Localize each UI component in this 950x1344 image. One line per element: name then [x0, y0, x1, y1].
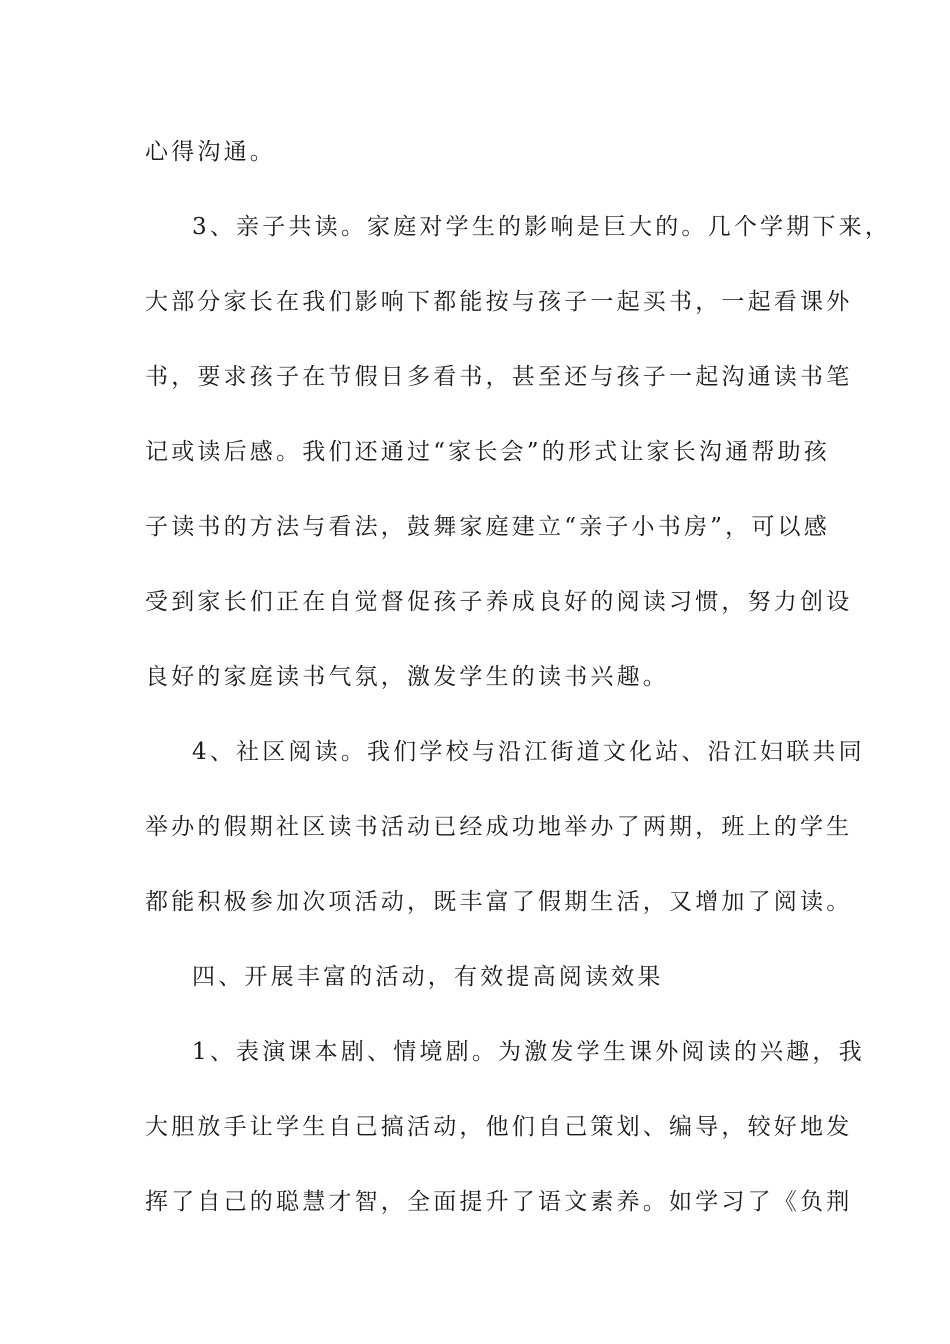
text-line: 心得沟通。: [145, 139, 276, 165]
text-line: 挥了自己的聪慧才智，全面提升了语文素养。如学习了《负荆: [145, 1189, 853, 1215]
text-line: 都能积极参加次项活动，既丰富了假期生活，又增加了阅读。: [145, 889, 853, 915]
text-line: 记或读后感。我们还通过“家长会”的形式让家长沟通帮助孩: [145, 439, 830, 465]
paragraph-performance: 1、表演课本剧、情境剧。为激发学生课外阅读的兴趣，我: [192, 1039, 865, 1065]
text-line: 良好的家庭读书气氛，激发学生的读书兴趣。: [145, 664, 669, 690]
text-line: 大部分家长在我们影响下都能按与孩子一起买书，一起看课外: [145, 289, 853, 315]
paragraph-parent-child-reading: 3、亲子共读。家庭对学生的影响是巨大的。几个学期下来，: [192, 214, 892, 240]
section-heading: 四、开展丰富的活动，有效提高阅读效果: [192, 964, 664, 990]
paragraph-community-reading: 4、社区阅读。我们学校与沿江街道文化站、沿江妇联共同: [192, 739, 865, 765]
text-line: 书，要求孩子在节假日多看书，甚至还与孩子一起沟通读书笔: [145, 364, 853, 390]
text-line: 大胆放手让学生自己搞活动，他们自己策划、编导，较好地发: [145, 1114, 853, 1140]
text-line: 子读书的方法与看法，鼓舞家庭建立“亲子小书房”，可以感: [145, 514, 830, 540]
text-line: 举办的假期社区读书活动已经成功地举办了两期，班上的学生: [145, 814, 853, 840]
text-line: 受到家长们正在自觉督促孩子养成良好的阅读习惯，努力创设: [145, 589, 853, 615]
